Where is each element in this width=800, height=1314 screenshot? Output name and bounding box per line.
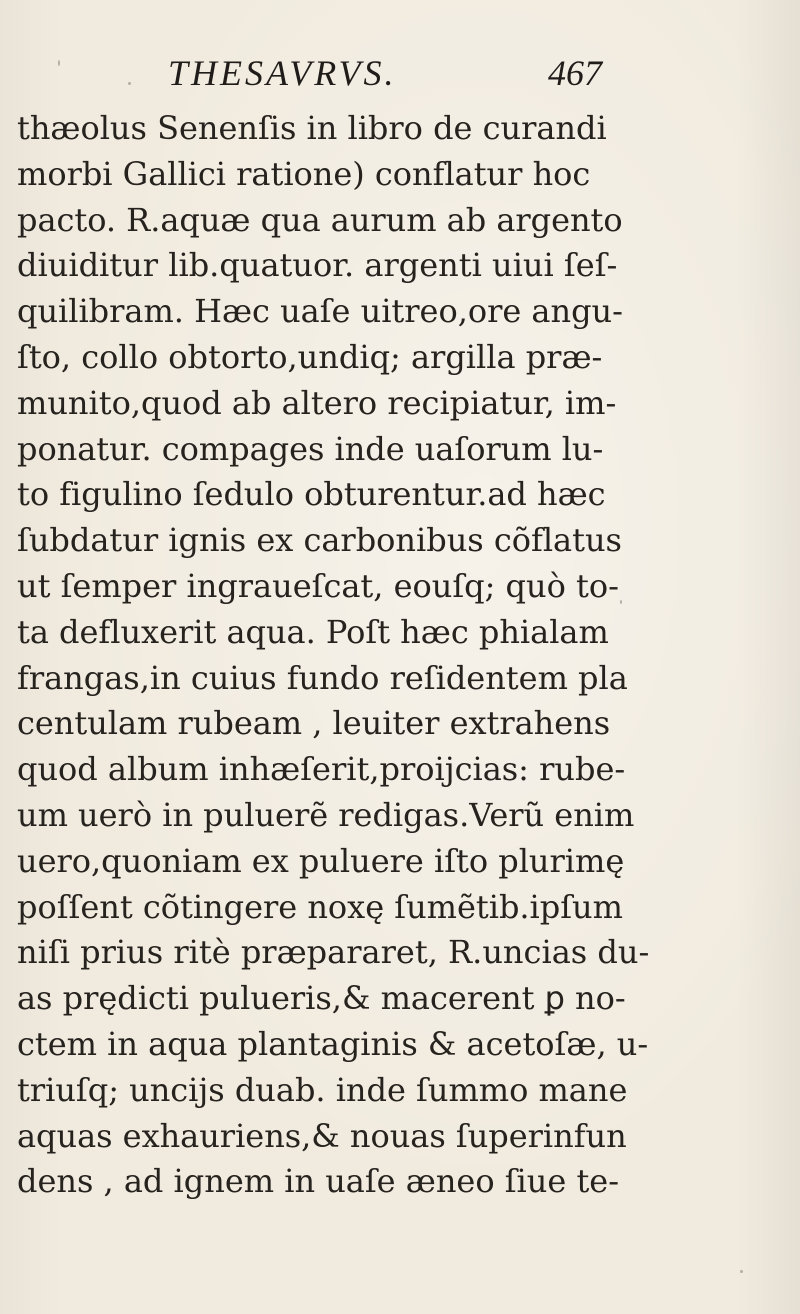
text-line: ta defluxerit aqua. Poſt hæc phialam — [17, 612, 609, 651]
text-line: diuiditur lib.quatuor. argenti uiui ſeſ- — [17, 246, 618, 285]
text-line: to figulino ſedulo obturentur.ad hæc — [17, 475, 606, 514]
text-line: quilibram. Hæc uaſe uitreo,ore angu- — [17, 292, 623, 331]
text-line: frangas,in cuius fundo reſidentem pla — [17, 658, 628, 697]
text-line: um uerò in puluerẽ redigas.Verũ enim — [17, 795, 635, 834]
paper-speck — [58, 60, 60, 66]
paper-speck — [620, 600, 622, 604]
text-line: ctem in aqua plantaginis & acetoſæ, u- — [17, 1024, 649, 1063]
text-line: triuſq; uncijs duab. inde ſummo mane — [17, 1070, 628, 1109]
text-line: dens , ad ignem in uaſe æneo ſiue te- — [17, 1162, 620, 1201]
page-number: 467 — [548, 53, 602, 93]
text-line: poſſent cõtingere noxę ſumẽtib.ipſum — [17, 887, 623, 926]
text-body — [17, 106, 797, 1205]
text-line: morbi Gallici ratione) conflatur hoc — [17, 154, 591, 193]
text-line: pacto. R.aquæ qua aurum ab argento — [17, 200, 623, 239]
text-line: ut ſemper ingraueſcat, eouſq; quò to- — [17, 566, 619, 605]
text-line: ſto, collo obtorto,undiq; argilla præ- — [17, 337, 603, 376]
text-line: quod album inhæſerit,proijcias: rube- — [17, 750, 626, 789]
running-title: THESAVRVS. — [168, 53, 397, 93]
running-head — [0, 52, 800, 102]
paper-speck — [740, 1270, 743, 1273]
text-line: as prędicti pulueris,& macerent ꝑ no- — [17, 979, 626, 1018]
text-line: thæolus Senenſis in libro de curandi — [17, 109, 607, 147]
text-line: uero,quoniam ex puluere iſto plurimę — [17, 841, 625, 880]
text-line: centulam rubeam , leuiter extrahens — [17, 704, 611, 743]
text-line: aquas exhauriens,& nouas ſuperinfun — [17, 1116, 627, 1155]
text-line: ſubdatur ignis ex carbonibus cõflatus — [17, 521, 622, 560]
paper-speck — [128, 82, 131, 85]
text-line: ponatur. compages inde uaſorum lu- — [17, 429, 604, 468]
text-line: niſi prius ritè præpararet, R.uncias du- — [17, 933, 650, 972]
text-line: munito,quod ab altero recipiatur, im- — [17, 383, 617, 422]
